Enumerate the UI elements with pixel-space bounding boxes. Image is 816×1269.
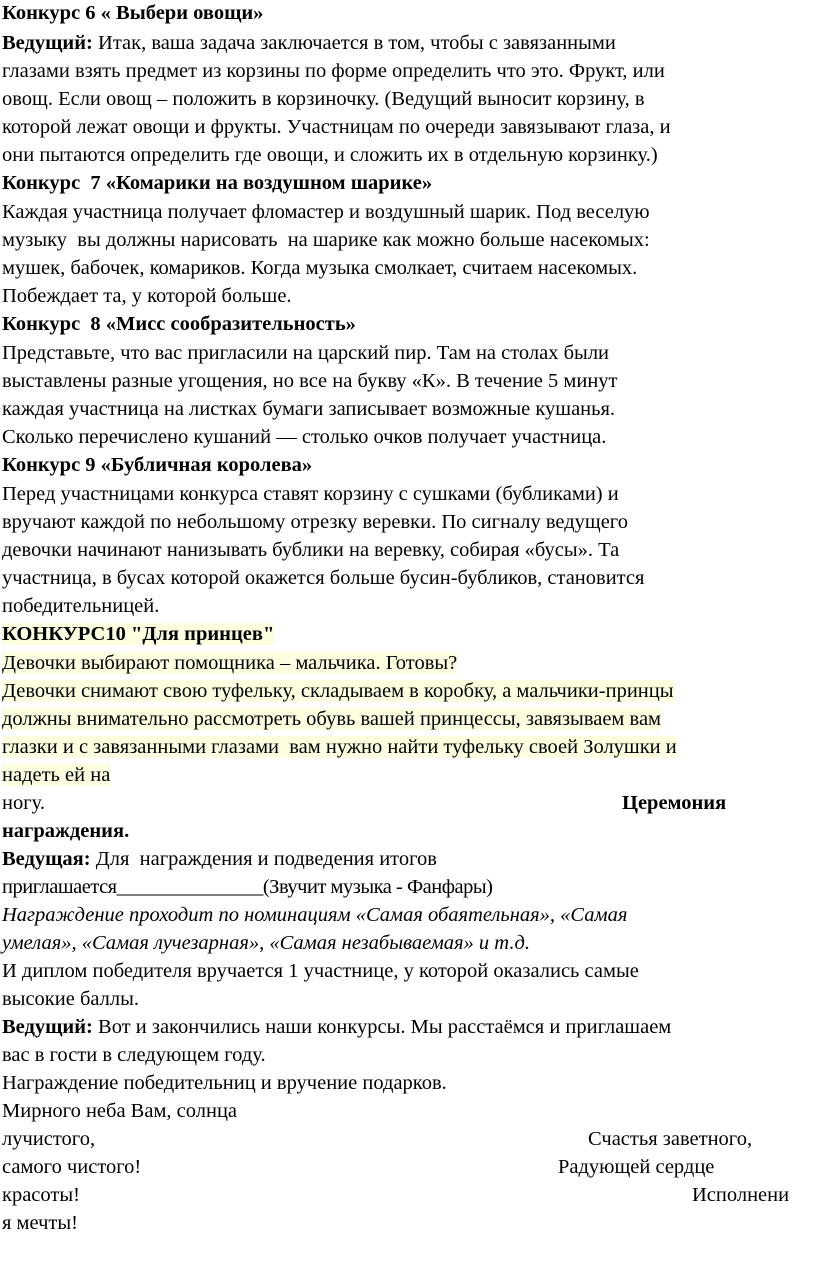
contest-6-line-3: овощ. Если овощ – положить в корзиночку. (Ведущий выносит корзину, в	[2, 88, 645, 110]
contest-10-line-4	[2, 734, 677, 761]
ceremony-title-1: Церемония	[622, 792, 727, 814]
contest-6-speaker: Ведущий:	[2, 32, 93, 54]
poem-line-4b: Исполнени	[692, 1184, 790, 1206]
contest-6-text-1: Итак, ваша задача заключается в том, чтобы с завязанными	[92, 32, 616, 54]
contest-7-line-1: Каждая участница получает фломастер и воздушный шарик. Под веселую	[2, 201, 650, 223]
ceremony-line-7: Награждение победительниц и вручение подарков.	[2, 1072, 447, 1094]
contest-9-line-2: вручают каждой по небольшому отрезку веревки. По сигналу ведущего	[2, 511, 628, 533]
contest-8-line-1: Представьте, что вас пригласили на царский пир. Там на столах были	[2, 342, 610, 364]
contest-6-line-2: глазами взять предмет из корзины по форме определить что это. Фрукт, или	[2, 60, 665, 82]
ceremony-line-1	[2, 846, 437, 873]
contest-7-title: Конкурс 7 «Комарики на воздушном шарике»	[2, 172, 433, 194]
contest-10-text-2: Девочки снимают свою туфельку, складываем в коробку, а мальчики-принцы	[2, 680, 674, 702]
poem-line-5: я мечты!	[2, 1212, 78, 1234]
contest-8-line-4: Сколько перечислено кушаний — столько очков получает участница.	[2, 426, 607, 448]
contest-10-line-3	[2, 706, 661, 733]
contest-9-line-1: Перед участницами конкурса ставят корзину с сушками (бубликами) и	[2, 483, 619, 505]
poem-line-3a: самого чистого!	[2, 1156, 142, 1178]
ceremony-line-5	[2, 1014, 671, 1041]
contest-6-line-1	[2, 30, 616, 57]
contest-6-title: Конкурс 6 « Выбери овощи»	[2, 2, 264, 24]
ceremony-nominations-2: умелая», «Самая лучезарная», «Самая незабываемая» и т.д.	[2, 932, 530, 954]
contest-9-line-4: участница, в бусах которой окажется больше бусин-бубликов, становится	[2, 567, 645, 589]
ceremony-line-6: вас в гости в следующем году.	[2, 1044, 266, 1066]
contest-10-text-5: надеть ей на	[2, 764, 111, 786]
contest-6-line-5: они пытаются определить где овощи, и сложить их в отдельную корзинку.)	[2, 144, 658, 166]
ceremony-line-2: приглашается_______________(Звучит музыка - Фанфары)	[2, 876, 493, 898]
contest-10-line-5	[2, 762, 110, 789]
contest-10-line-2	[2, 678, 674, 705]
ceremony-text-1: Для награждения и подведения итогов	[90, 848, 437, 870]
contest-8-line-2: выставлены разные угощения, но все на букву «К». В течение 5 минут	[2, 370, 618, 392]
contest-8-line-3: каждая участница на листках бумаги записывает возможные кушанья.	[2, 398, 616, 420]
ceremony-speaker-2: Ведущий:	[2, 1016, 93, 1038]
ceremony-nominations-1: Награждение проходит по номинациям «Самая обаятельная», «Самая	[2, 904, 628, 926]
ceremony-line-4: высокие баллы.	[2, 988, 140, 1010]
contest-10-text-3: должны внимательно рассмотреть обувь вашей принцессы, завязываем вам	[2, 708, 662, 730]
poem-line-2b: Счастья заветного,	[588, 1128, 753, 1150]
contest-9-title: Конкурс 9 «Бубличная королева»	[2, 454, 313, 476]
contest-9-line-5: победительницей.	[2, 595, 160, 617]
contest-10-line-1	[2, 650, 457, 677]
ceremony-title-2: награждения.	[2, 820, 130, 842]
poem-line-3b: Радующей сердце	[558, 1156, 715, 1178]
ceremony-text-5: Вот и закончились наши конкурсы. Мы расстаёмся и приглашаем	[92, 1016, 672, 1038]
ceremony-speaker: Ведущая:	[2, 848, 91, 870]
contest-10-title	[2, 621, 274, 648]
contest-7-line-3: мушек, бабочек, комариков. Когда музыка смолкает, считаем насекомых.	[2, 257, 638, 279]
ceremony-line-3: И диплом победителя вручается 1 участнице, у которой оказались самые	[2, 960, 639, 982]
contest-10-text-1: Девочки выбирают помощника – мальчика. Готовы?	[2, 652, 458, 674]
poem-line-1: Мирного неба Вам, солнца	[2, 1100, 238, 1122]
contest-10-line-6: ногу.	[2, 792, 45, 814]
contest-6-line-4: которой лежат овощи и фрукты. Участницам по очереди завязывают глаза, и	[2, 116, 671, 138]
contest-10-title-text: КОНКУРС10 "Для принцев"	[2, 623, 275, 645]
contest-7-line-2: музыку вы должны нарисовать на шарике как можно больше насекомых:	[2, 229, 650, 251]
poem-line-2a: лучистого,	[2, 1128, 96, 1150]
contest-9-line-3: девочки начинают нанизывать бублики на веревку, собирая «бусы». Та	[2, 539, 620, 561]
contest-7-line-4: Побеждает та, у которой больше.	[2, 285, 292, 307]
contest-8-title: Конкурс 8 «Мисс сообразительность»	[2, 313, 356, 335]
poem-line-4a: красоты!	[2, 1184, 80, 1206]
contest-10-text-4: глазки и с завязанными глазами вам нужно найти туфельку своей Золушки и	[2, 736, 677, 758]
